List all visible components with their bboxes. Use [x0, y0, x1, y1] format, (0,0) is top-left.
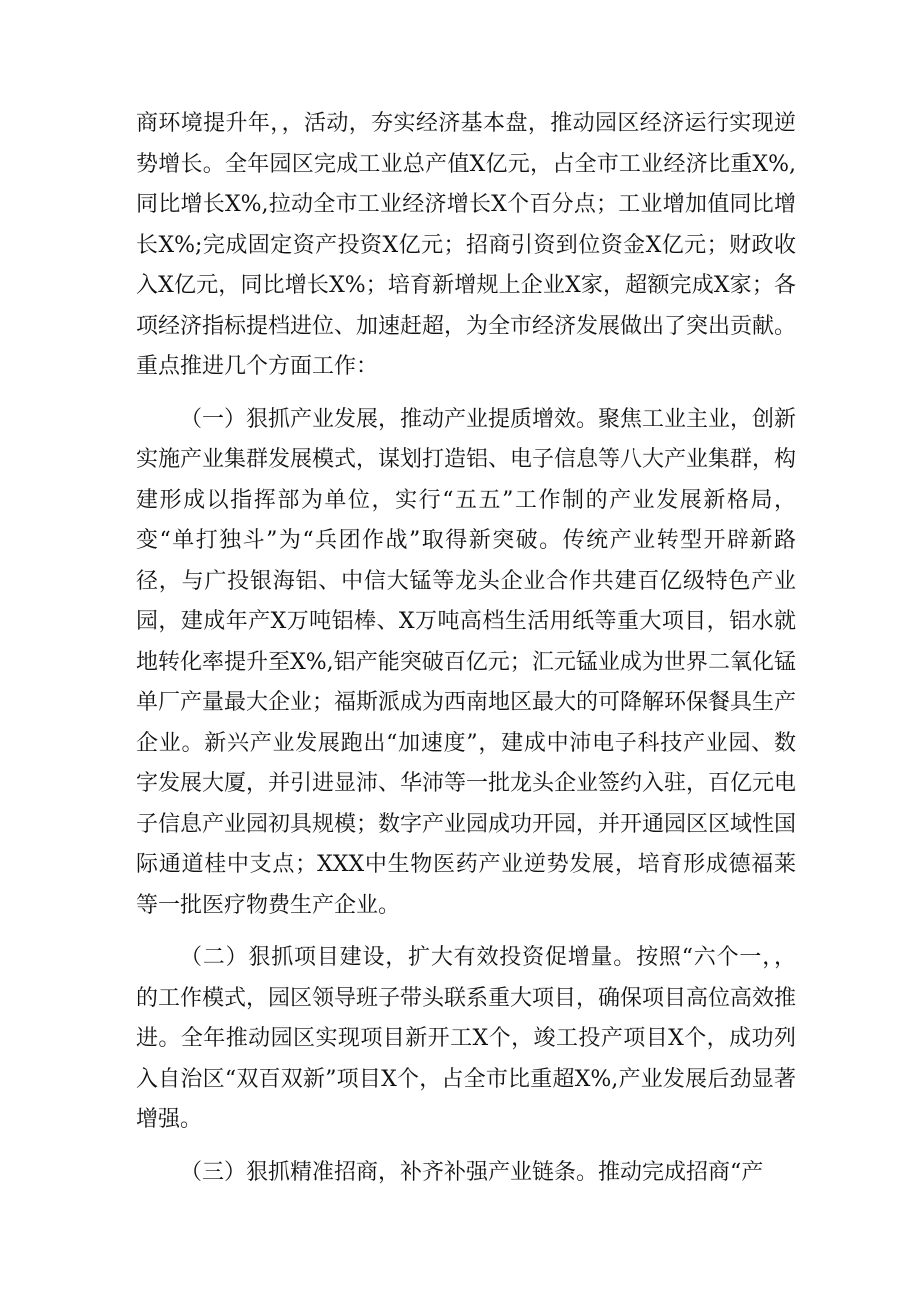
paragraph-section-1: （一）狠抓产业发展，推动产业提质增效。聚焦工业主业，创新实施产业集群发展模式，谋划打造铝、电子信息等八大产业集群，构建形成以指挥部为单位，实行“五五”工作制的产业发展新格局，变“单打独斗”为“兵团作战”取得新突破。传统产业转型开辟新路径，与广投银海铝、中信大锰等龙头企业合作共建百亿级特色产业园，建成年产X万吨铝棒、X万吨高档生活用纸等重大项目，铝水就地转化率提升至X%,铝产能突破百亿元；汇元锰业成为世界二氧化锰单厂产量最大企业；福斯派成为西南地区最大的可降解环保餐具生产企业。新兴产业发展跑出“加速度”，建成中沛电子科技产业园、数字发展大厦，并引进显沛、华沛等一批龙头企业签约入驻，百亿元电子信息产业园初具规模；数字产业园成功开园，并开通园区区域性国际通道桂中支点；XXX中生物医药产业逆势发展，培育形成德福莱等一批医疗物费生产企业。 — [136, 406, 797, 918]
paragraph-intro: 商环境提升年，，活动，夯实经济基本盘，推动园区经济运行实现逆势增长。全年园区完成工业总产值X亿元，占全市工业经济比重X%,同比增长X%,拉动全市工业经济增长X个百分点；工业增加值同比增长X%;完成固定资产投资X亿元；招商引资到位资金X亿元；财政收入X亿元，同比增长X%；培育新增规上企业X家，超额完成X家；各项经济指标提档进位、加速赶超，为全市经济发展做出了突出贡献。重点推进几个方面工作： — [136, 111, 797, 379]
paragraph-section-3: （三）狠抓精准招商，补齐补强产业链条。推动完成招商“产 — [180, 1159, 764, 1185]
paragraph-section-2: （二）狠抓项目建设，扩大有效投资促增量。按照“六个一，，的工作模式，园区领导班子带头联系重大项目，确保项目高位高效推进。全年推动园区实现项目新开工X个，竣工投产项目X个，成功列入自治区“双百双新”项目X个，占全市比重超X%,产业发展后劲显著增强。 — [136, 945, 797, 1132]
document-body — [136, 104, 796, 1205]
